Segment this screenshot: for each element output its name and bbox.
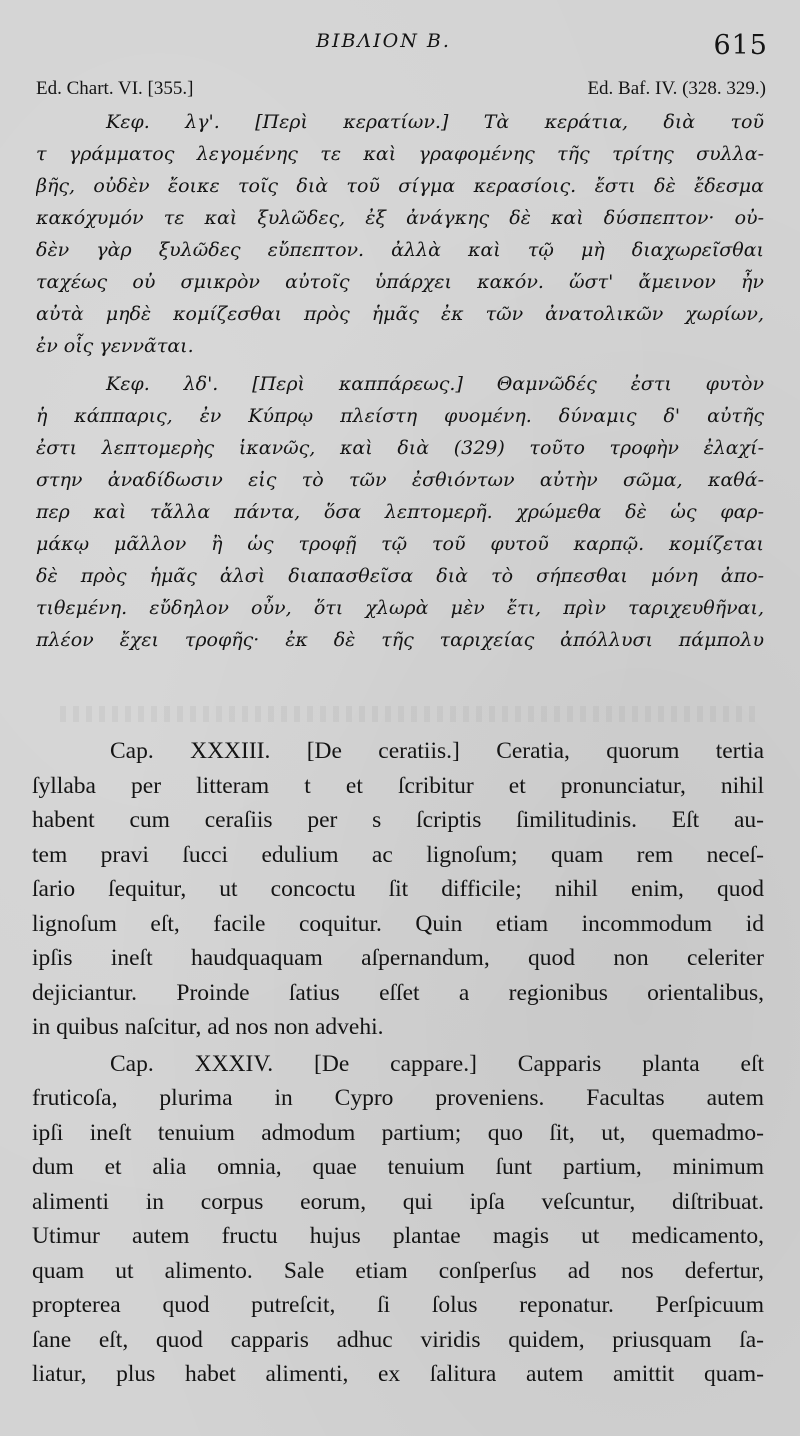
- edition-basel-reference: Ed. Baf. IV. (328. 329.): [587, 78, 766, 99]
- latin-text-line: fruticoſa, plurima in Cypro proveniens. Facultas autem: [32, 1085, 764, 1111]
- greek-text-line: βῆς, οὐδὲν ἔοικε τοῖς διὰ τοῦ σίγμα κερασίοις. ἔστι δὲ ἔδεσμα: [36, 175, 764, 197]
- latin-text-line: propterea quod putreſcit, ſi ſolus reponatur. Perſpicuum: [32, 1292, 764, 1318]
- latin-text-line: habent cum ceraſiis per s ſcriptis ſimilitudinis. Eſt au-: [32, 807, 764, 833]
- latin-text-line: tem pravi ſucci edulium ac lignoſum; quam rem neceſ-: [32, 841, 764, 868]
- running-title: ΒΙΒΛΙΟΝ Β.: [316, 30, 451, 52]
- greek-text-line: αὐτὰ μηδὲ κομίζεσθαι πρὸς ἡμᾶς ἐκ τῶν ἀνατολικῶν χωρίων,: [36, 303, 764, 325]
- greek-text-line: ταχέως οὐ σμικρὸν αὐτοῖς ὑπάρχει κακόν. ὥστ' ἄμεινον ἦν: [36, 271, 764, 293]
- latin-text-line: lignoſum eſt, facile coquitur. Quin etiam incommodum id: [32, 910, 764, 937]
- latin-text-line: liatur, plus habet alimenti, ex ſalitura autem amittit quam-: [32, 1361, 764, 1387]
- greek-text-line: τ γράμματος λεγομένης τε καὶ γραφομένης τῆς τρίτης συλλα-: [36, 143, 764, 165]
- greek-text-line: πλέον ἔχει τροφῆς· ἐκ δὲ τῆς ταριχείας ἀπόλλυσι πάμπολυ: [36, 629, 764, 651]
- latin-text-line: ipſi ineſt tenuium admodum partium; quo ſit, ut, quemadmo-: [32, 1119, 764, 1146]
- greek-text-line: κακόχυμόν τε καὶ ξυλῶδες, ἐξ ἀνάγκης δὲ καὶ δύσπεπτον· οὐ-: [36, 207, 764, 229]
- running-head: [0, 30, 800, 60]
- greek-text-line: μάκῳ μᾶλλον ἢ ὡς τροφῇ τῷ τοῦ φυτοῦ καρπῷ. κομίζεται: [36, 533, 764, 555]
- latin-text-line: Utimur autem fructu hujus plantae magis ut medicamento,: [32, 1223, 764, 1249]
- latin-text-line: dum et alia omnia, quae tenuium ſunt partium, minimum: [32, 1154, 764, 1180]
- latin-text-line: alimenti in corpus eorum, qui ipſa veſcuntur, diſtribuat.: [32, 1188, 764, 1215]
- greek-text-block: [36, 106, 764, 656]
- greek-text-line: περ καὶ τἄλλα πάντα, ὅσα λεπτομερῆ. χρώμεθα δὲ ὡς φαρ-: [36, 501, 764, 523]
- latin-text-line: quam ut alimento. Sale etiam conſperſus ad nos defertur,: [32, 1257, 764, 1284]
- greek-text-line: ἐν οἷς γεννᾶται.: [36, 335, 194, 357]
- greek-chapter-33-heading-line: Κεφ. λγ'. [Περὶ κερατίων.] Τὰ κεράτια, διὰ τοῦ: [106, 111, 764, 133]
- edition-chart-reference: Ed. Chart. VI. [355.]: [36, 78, 194, 99]
- latin-text-line: ſario ſequitur, ut concoctu ſit difficile; nihil enim, quod: [32, 876, 764, 902]
- latin-text-line: ipſis ineſt haudquaquam aſpernandum, quod non celeriter: [32, 945, 764, 971]
- latin-text-block: [32, 734, 764, 1392]
- greek-text-line: στην ἀναδίδωσιν εἰς τὸ τῶν ἐσθιόντων αὐτὴν σῶμα, καθά-: [36, 469, 764, 491]
- latin-chapter-33-heading-line: Cap. XXXIII. [De ceratiis.] Ceratia, quorum tertia: [110, 738, 764, 764]
- greek-text-line: ἡ κάππαρις, ἐν Κύπρῳ πλείστη φυομένη. δύναμις δ' αὐτῆς: [36, 405, 764, 427]
- edition-reference-line: [36, 78, 766, 102]
- greek-text-line: τιθεμένη. εὔδηλον οὖν, ὅτι χλωρὰ μὲν ἔτι, πρὶν ταριχευθῆναι,: [36, 597, 764, 619]
- page-number: 615: [713, 30, 768, 61]
- greek-text-line: ἐστι λεπτομερὴς ἱκανῶς, καὶ διὰ (329) τοῦτο τροφὴν ἐλαχί-: [36, 437, 764, 459]
- latin-text-line: in quibus naſcitur, ad nos non advehi.: [32, 1014, 384, 1040]
- latin-text-line: ſyllaba per litteram t et ſcribitur et pronunciatur, nihil: [32, 772, 764, 799]
- latin-chapter-34-heading-line: Cap. XXXIV. [De cappare.] Capparis planta eſt: [110, 1050, 764, 1077]
- greek-chapter-34-heading-line: Κεφ. λδ'. [Περὶ καππάρεως.] Θαμνῶδές ἐστι φυτὸν: [106, 373, 764, 395]
- latin-text-line: dejiciantur. Proinde ſatius eſſet a regionibus orientalibus,: [32, 979, 764, 1006]
- show-through-ink: [60, 706, 760, 722]
- greek-text-line: δὲ πρὸς ἡμᾶς ἁλσὶ διαπασθεῖσα διὰ τὸ σήπεσθαι μόνη ἀπο-: [36, 565, 764, 587]
- greek-text-line: δὲν γὰρ ξυλῶδες εὔπεπτον. ἀλλὰ καὶ τῷ μὴ διαχωρεῖσθαι: [36, 239, 764, 261]
- latin-text-line: ſane eſt, quod capparis adhuc viridis quidem, priusquam ſa-: [32, 1326, 764, 1353]
